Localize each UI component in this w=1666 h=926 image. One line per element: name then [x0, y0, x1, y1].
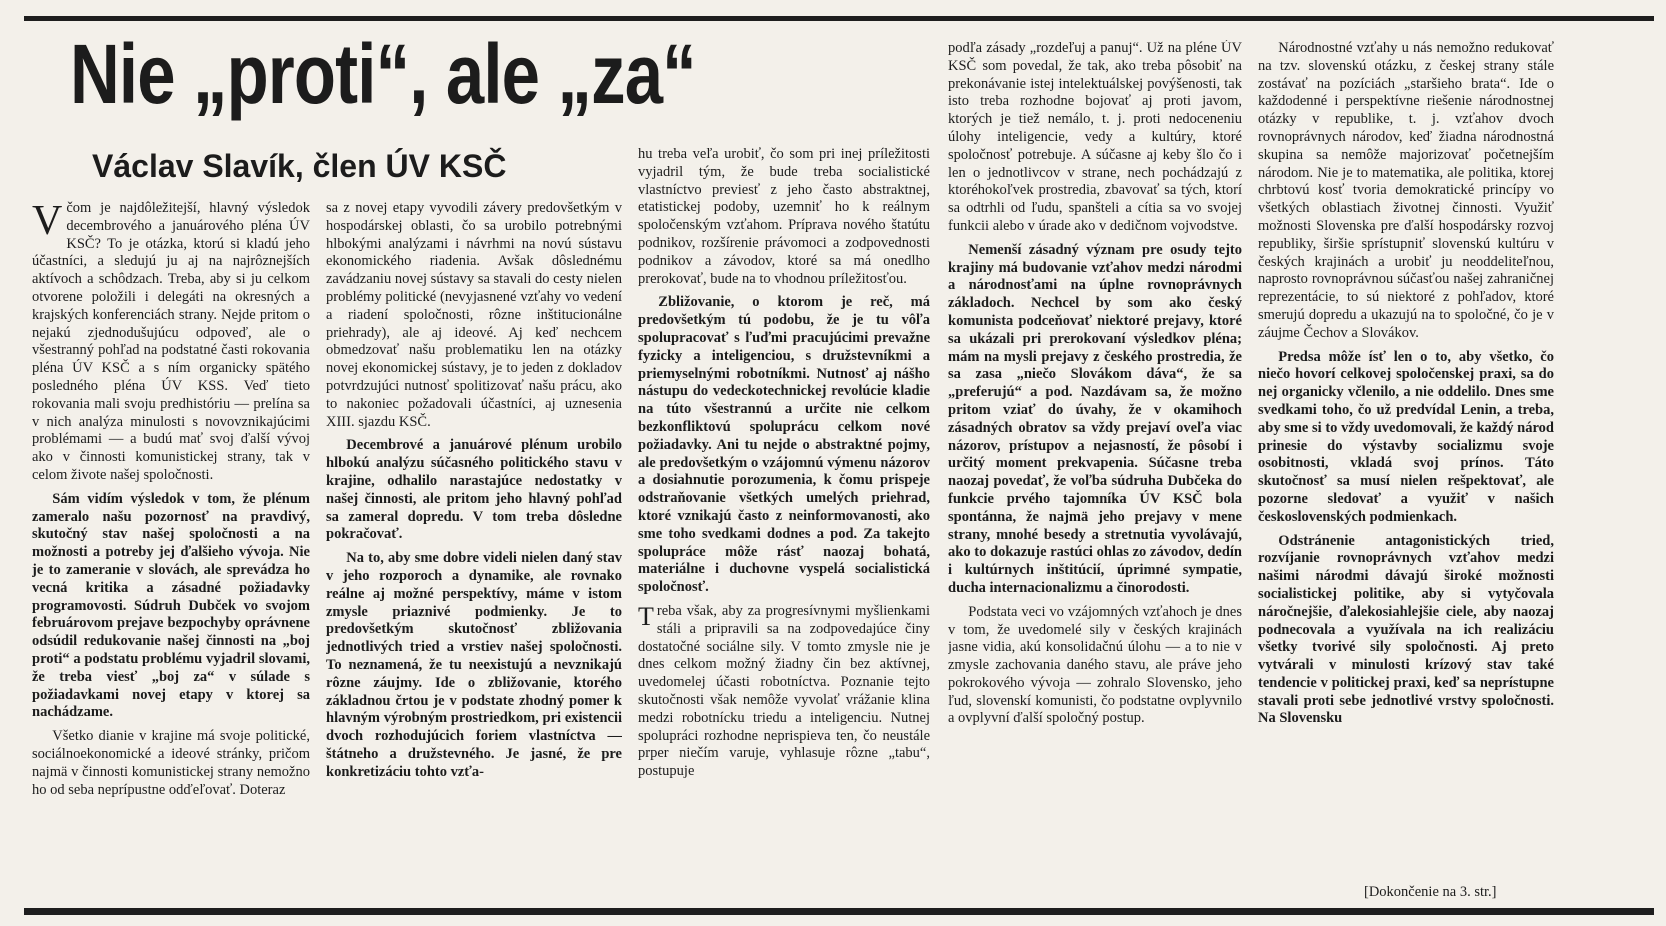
drop-cap: T: [638, 601, 654, 631]
byline: Václav Slavík, člen ÚV KSČ: [92, 148, 507, 184]
paragraph: Všetko dianie v krajine má svoje politické, sociálnoekonomické a ideové stránky, pričom najmä v činnosti komunistickej strany nemožno ho od seba neprípustne odďeľovať. Doteraz: [32, 728, 310, 798]
paragraph: Sám vidím výsledok v tom, že plénum zameralo našu pozornosť na pravdivý, skutočný stav našej spoločnosti a na možnosti a potreby jej ďalšieho vývoja. Nie je to zameranie v slovách, ale sprevádza ho vecná kritika a zásadné požiadavky programovosti. Súdruh Dubček vo svojom februárovom prejave bezpochyby oprávnene odsúdil redukovanie našej činnosti na „boj proti“ a podstatu problému vyjadril slovami, že treba viesť „boj za“ v súlade s požiadavkami novej etapy v ktorej sa nachádzame.: [32, 490, 310, 721]
article-column-1: [32, 200, 310, 902]
paragraph: [638, 603, 930, 781]
article-column-5: [1258, 40, 1554, 902]
paragraph: Decembrové a januárové plénum urobilo hlbokú analýzu súčasného politického stavu v krajine, odhalilo narastajúce nedostatky v našej činnosti, ale pritom jeho hlavný pohľad sa zameral dopredu. V tom treba dôsledne pokračovať.: [326, 437, 622, 543]
paragraph: Podstata veci vo vzájomných vzťahoch je dnes v tom, že uvedomelé sily v českých krajinách jasne vidia, akú konsolidačnú úlohu — a to nie v zmysle zachovania daného stavu, ale práve jeho pokrokového vývoja — zohralo Slovensko, jeho ľud, slovenskí komunisti, čo podstatne ovplyvnilo a ovplyvní ďalší spoločný postup.: [948, 603, 1242, 727]
paragraph-text: reba však, aby za progresívnymi myšlienkami stáli a pripravili sa na zodpovedajúce činy dostatočné sociálne sily. V tomto zmysle nie je dnes celkom možný žiadny čin bez aktívnej, uvedomelej účasti robotníctva. Poznanie tejto skutočnosti však nemôže vyvolať vrážanie klina medzi robotnícku triedu a inteligenciu. Nutnej spolupráci rozhodne neprispieva ten, čo neustále prper niečím varuje, vyhlasuje rôzne „tabu“, postupuje: [638, 602, 930, 780]
article-column-2: [326, 200, 622, 902]
bottom-rule: [24, 908, 1654, 915]
headline: Nie „proti“, ale „za“: [70, 27, 696, 121]
article-column-3: [638, 146, 930, 902]
paragraph: sa z novej etapy vyvodili závery predovšetkým v hospodárskej oblasti, čo sa urobilo potrebnými hlbokými analýzami i návrhmi na novú sústavu ekonomického riadenia. Avšak dôslednému zavádzaniu novej sústavy sa stavali do cesty nielen problémy politické (nevyjasnené vzťahy vo vedení a riadení spoločnosti, rôzne inštitucionálne priehrady), ale aj ideové. Aj keď nechcem obmedzovať našu problematiku len na otázky novej ekonomickej sústavy, je to jeden z dokladov potvrdzujúci nutnosť spolitizovať našu prácu, ako to nakoniec požadovali účastníci, aj uznesenia XIII. sjazdu KSČ.: [326, 200, 622, 430]
paragraph: Nemenší zásadný význam pre osudy tejto krajiny má budovanie vzťahov medzi národmi a národnosťami na úplne rovnoprávnych základoch. Nechcel by som ako český komunista podceňovať niektoré prejavy, ktoré sa ukázali pri prerokovaní výsledkov pléna; mám na mysli prejavy z českého prostredia, že sa zasa „niečo Slovákom dáva“, že sa „preferujú“ a pod. Nazdávam sa, že možno pritom vziať do úvahy, že v okamihoch zásadných obratov sa vždy prejaví oveľa viac názorov, prístupov a nejasností, že pôsobí i určitý moment prekvapenia. Súčasne treba naozaj povedať, že voľba súdruha Dubčeka do funkcie prvého tajomníka ÚV KSČ bola spontánna, že najmä jeho prejavy v mene strany, mnohé besedy a stretnutia vyvolávajú, ako to dokazuje rastúci ohlas zo závodov, dedín i kultúrnych inštitúcií, úprimné sympatie, ducha internacionalizmu a činorodosti.: [948, 241, 1242, 596]
top-rule: [24, 16, 1654, 21]
drop-cap: V: [32, 200, 63, 244]
paragraph: hu treba veľa urobiť, čo som pri inej príležitosti vyjadril tým, že bude treba socialistické vlastníctvo previesť z jeho často abstraktnej, etatistickej podoby, uzemniť ho k reálnym spoločenským vzťahom. Príprava nového štatútu podnikov, rozšírenie právomoci a zodpovednosti podnikov a závodov, ktoré sa má onedlho prerokovať, bude na to vhodnou príležitosťou.: [638, 146, 930, 287]
paragraph: Na to, aby sme dobre videli nielen daný stav v jeho rozporoch a dynamike, ale rovnako reálne aj možné perspektívy, máme v istom zmysle priaznivé podmienky. Je to predovšetkým skutočnosť zbližovania jednotlivých tried a vrstiev našej spoločnosti. To neznamená, že tu neexistujú a nevznikajú rôzne záujmy. Ide o zbližovanie, ktorého základnou črtou je v podstate zhodný pomer k hlavným výrobným prostriedkom, pri existencii dvoch rozhodujúcich foriem vlastníctva — štátneho a družstevného. Je jasné, že pre konkretizáciu tohto vzťa-: [326, 550, 622, 780]
paragraph-text: čom je najdôležitejší, hlavný výsledok decembrového a januárového pléna ÚV KSČ? To je otázka, ktorú si kladú jeho účastníci, a sledujú ju aj na najrôznejších aktívoch a schôdzach. Treba, aby si ju celkom otvorene položili i delegáti na okresných a krajských konferenciách strany. Nejde pritom o nejakú zjednodušujúcu odpoveď, ale o všestranný pohľad na podstatné časti rokovania pléna ÚV KSČ a s ním organicky spätého posledného pléna ÚV KSS. Veď tieto rokovania mali svoju predhistóriu — prelína sa v nich analýza minulosti s novovznikajúcimi problémami — a budú mať svoj ďalší vývoj ako v činnosti komunistickej strany, tak v celom živote našej spoločnosti.: [32, 200, 310, 483]
paragraph: Národnostné vzťahy u nás nemožno redukovať na tzv. slovenskú otázku, z českej strany stále zostávať na pozíciách „staršieho brata“. Ide o každodenné i perspektívne riešenie národnostnej otázky v republike, t. j. vzťahov dvoch rovnoprávnych národov, keď žiadna národnostná skupina sa nemôže majorizovať početnejším národom. Nie je to matematika, ale politika, ktorej chrbtovú kosť tvoria demokratické princípy vo všetkých oblastiach životnej činnosti. Využiť možnosti Slovenska pre ďalší hospodársky rozvoj republiky, širšie sprístupniť slovenskú kultúru v českých krajinách a urobiť ju neoddeliteľnou, naprosto rovnoprávnou súčasťou našej zahraničnej reprezentácie, to sú niektoré z pohľadov, ktoré smerujú dopredu a ukazujú na to spoločné, čo je v záujme Čechov a Slovákov.: [1258, 40, 1554, 341]
paragraph: Odstránenie antagonistických tried, rozvíjanie rovnoprávnych vzťahov medzi našimi národmi dávajú široké možnosti socialistickej politike, aby si vytyčovala náročnejšie, ďalekosiahlejšie ciele, aby naozaj podnecovala a využívala na ich realizáciu všetky tvorivé sily spoločnosti. Aj preto vytvárali v minulosti krízový stav také tendencie v politickej praxi, keď sa neprístupne stavali proti sebe jednotlivé vrstvy spoločnosti. Na Slovensku: [1258, 532, 1554, 727]
paragraph: Zbližovanie, o ktorom je reč, má predovšetkým tú podobu, že je tu vôľa spolupracovať s ľuďmi pracujúcimi prevažne fyzicky a inteligenciou, s družstevníkmi a priemyselnými robotníkmi. Nutnosť aj nášho nástupu do vedeckotechnickej revolúcie kladie na túto všestrannú a určite nie celkom bezkonfliktovú spoluprácu celkom nové požiadavky. Ani tu nejde o abstraktné pojmy, ale predovšetkým o vzájomnú výmenu názorov a dosiahnutie porozumenia, k čomu prispeje odstraňovanie všetkých umelých priehrad, ktoré vznikajú často z neinformovanosti, ako sme toho svedkami dodnes a pod. Za takejto spolupráce môže rásť naozaj bohatá, materiálne i duchovne vyspelá socialistická spoločnosť.: [638, 294, 930, 596]
paragraph: [32, 200, 310, 485]
paragraph: podľa zásady „rozdeľuj a panuj“. Už na pléne ÚV KSČ som povedal, že tak, ako treba pôsobiť na prekonávanie istej intelektuálskej povýšenosti, tak isto treba rozhodne bojovať aj proti javom, ktorých je tiež nemálo, t. j. proti nedoceneniu úlohy inteligencie, vedy a kultúry, ktoré spoločnosť potrebuje. A súčasne aj keby šlo čo i len o jednotlivcov v strane, nech pochádzajú z ktoréhokoľvek prostredia, zbavovať sa tých, ktorí sa odtrhli od ľudu, spanšteli a cítia sa vo svojej funkcii alebo v úrade ako v dedičnom vojvodstve.: [948, 40, 1242, 234]
article-column-4: [948, 40, 1242, 902]
paragraph: Predsa môže ísť len o to, aby všetko, čo niečo hovorí celkovej spoločenskej praxi, sa do nej organicky včlenilo, a nie oddelilo. Dnes sme svedkami toho, čo už predvídal Lenin, a treba, aby sme si to vždy uvedomovali, že každý národ prinesie do výstavby socializmu svoje osobitnosti, vkladá svoj prínos. Táto skutočnosť sa musí nielen rešpektovať, ale pozorne sledovať a využiť v našich československých podmienkach.: [1258, 348, 1554, 525]
continuation-note: [Dokončenie na 3. str.]: [1364, 884, 1497, 900]
